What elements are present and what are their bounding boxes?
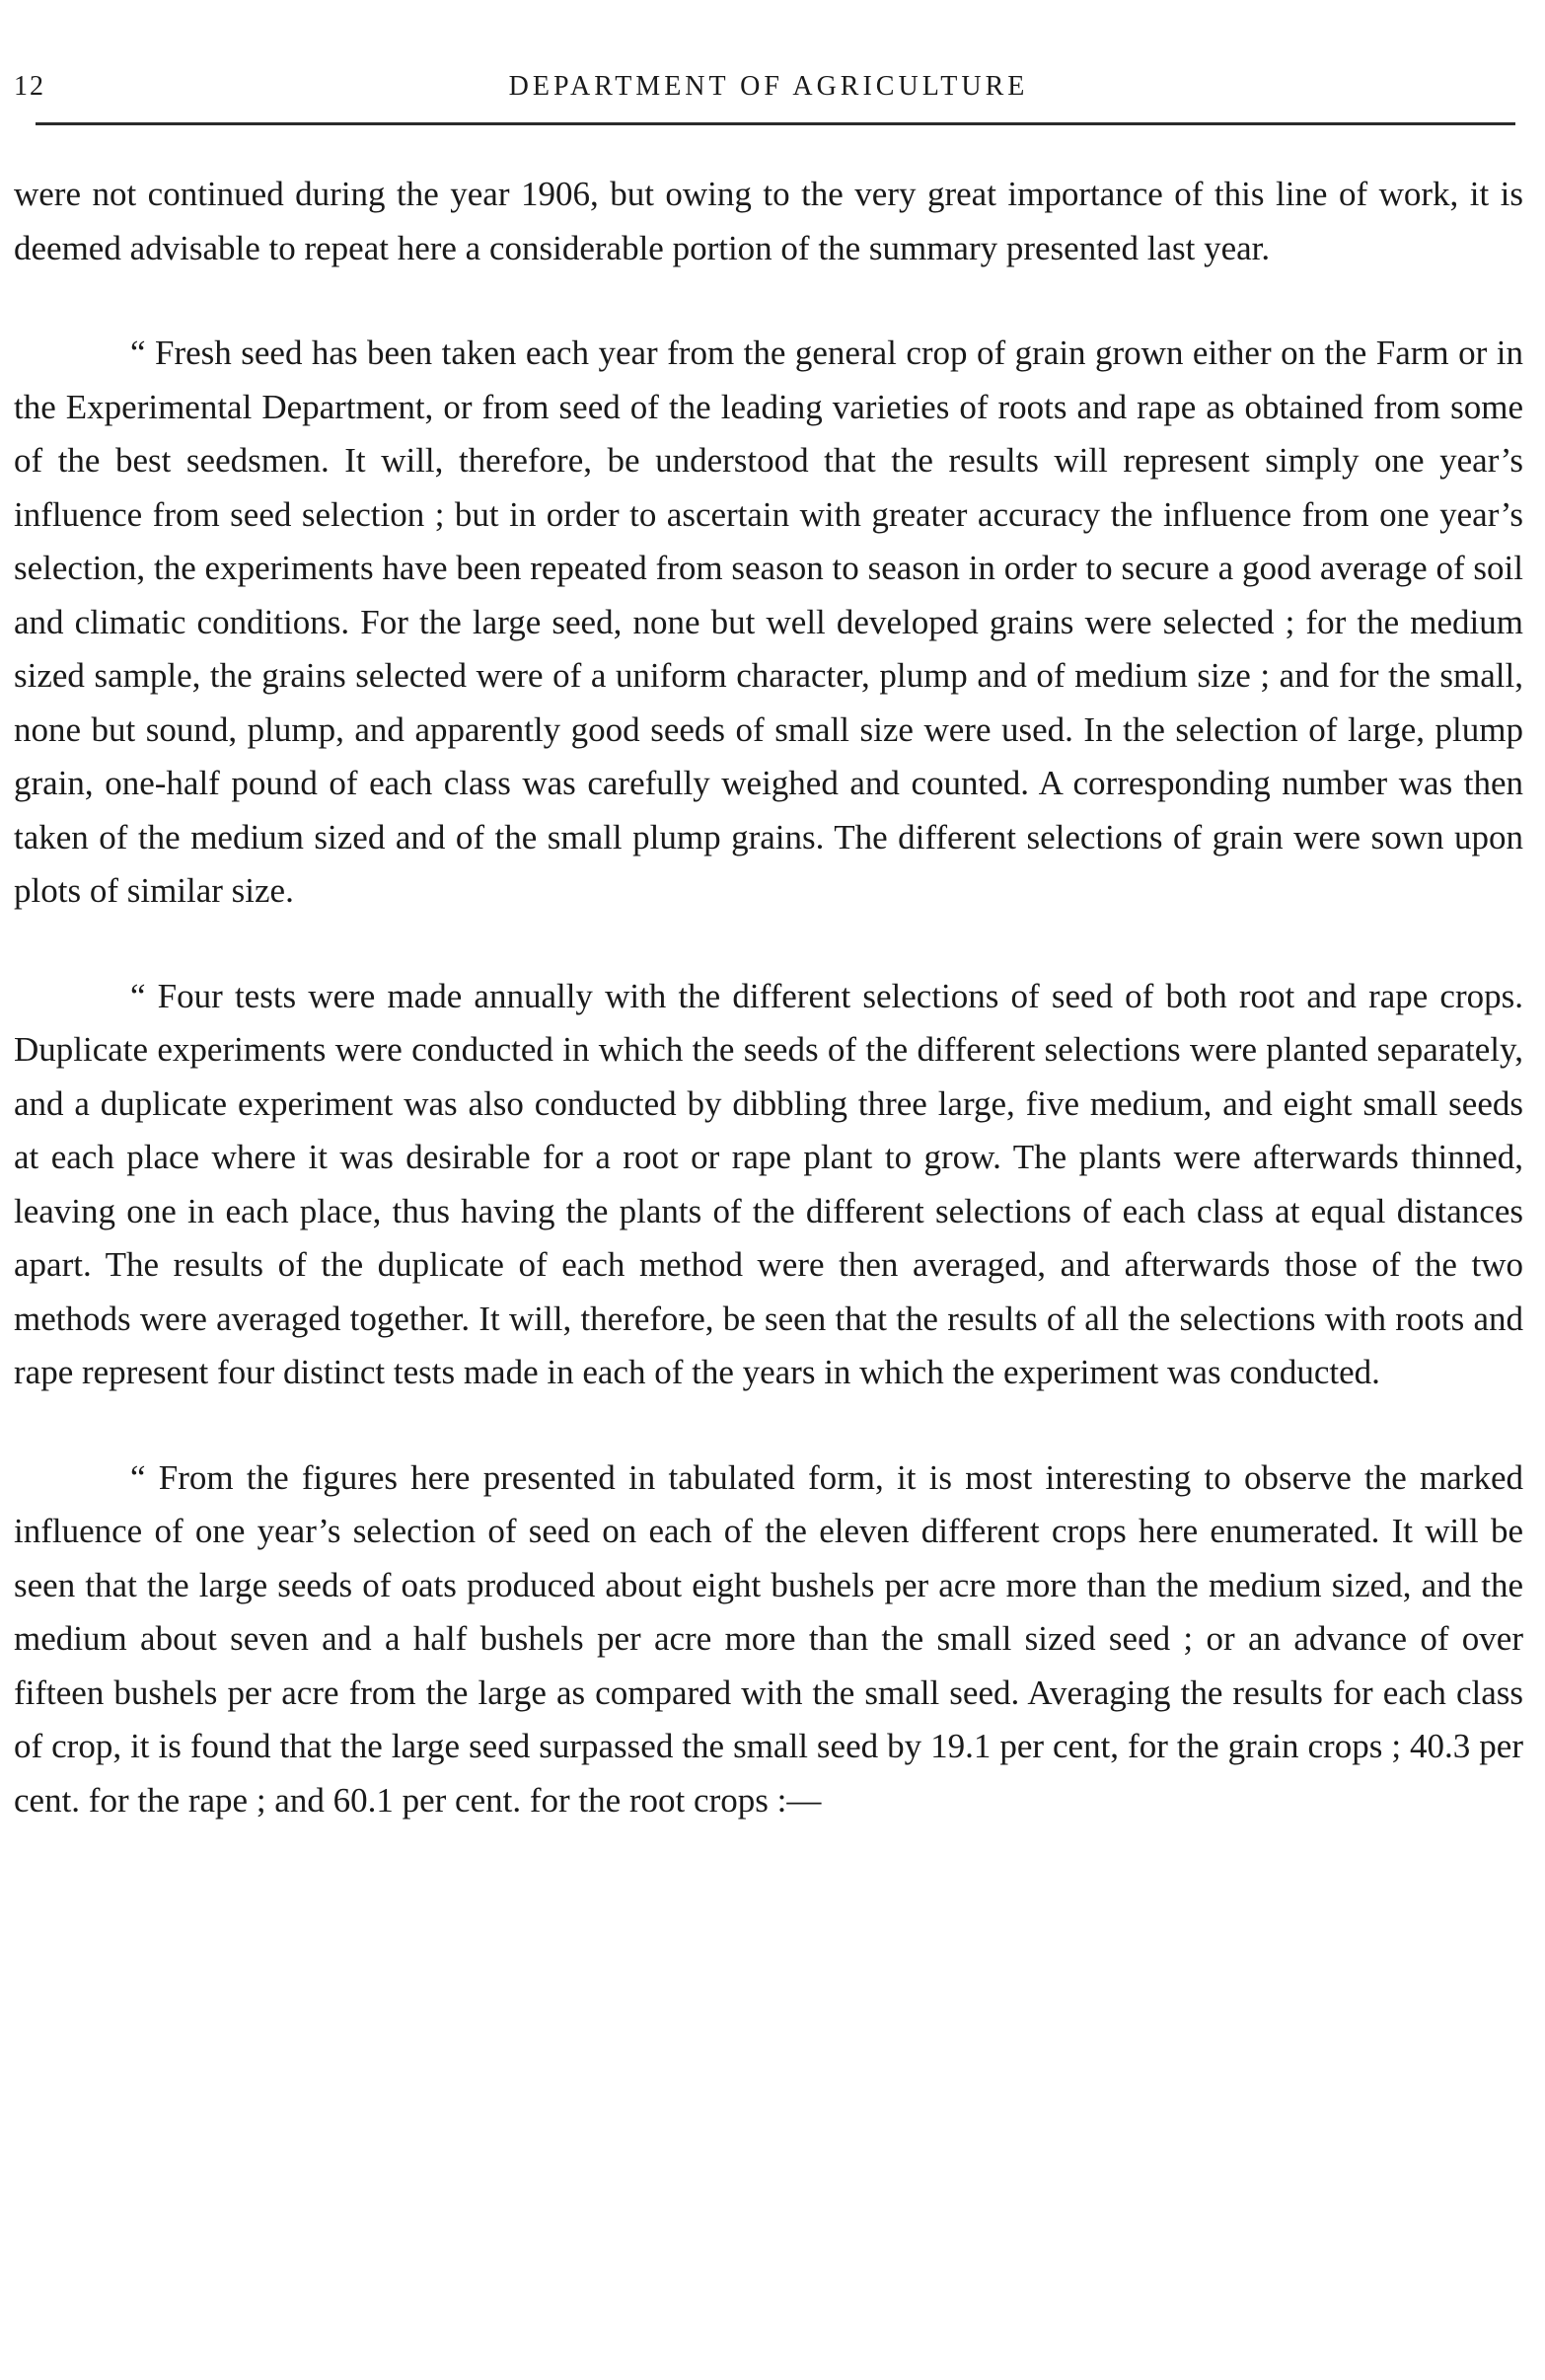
body-text <box>14 168 1523 1827</box>
running-head: DEPARTMENT OF AGRICULTURE <box>508 71 1029 102</box>
paragraph-continuation: were not continued during the year 1906, but owing to the very great importance of this line of work, it is deemed advisable to repeat here a considerable portion of the summary presented last year. <box>14 175 1523 267</box>
header-rule <box>36 122 1515 125</box>
page-number: 12 <box>14 71 45 102</box>
paragraph-seed-selection: “ Fresh seed has been taken each year from the general crop of grain grown either on the Farm or in the Experimental Department, or from seed of the leading varieties of roots and rape as obtained from some of the best seedsmen. It will, therefore, be understood that the results will represent simply one year’s influence from seed selection ; but in order to ascertain with greater accuracy the influence from one year’s selection, the experiments have been repeated from season to season in order to secure a good average of soil and climatic conditions. For the large seed, none but well developed grains were selected ; for the medium sized sample, the grains selected were of a uniform character, plump and of medium size ; and for the small, none but sound, plump, and apparently good seeds of small size were used. In the selection of large, plump grain, one-half pound of each class was carefully weighed and counted. A corresponding number was then taken of the medium sized and of the small plump grains. The different selections of grain were sown upon plots of similar size. <box>14 334 1523 910</box>
paragraph-results: “ From the figures here presented in tabulated form, it is most interesting to observe the marked influence of one year’s selection of seed on each of the eleven different crops here enumerated. It will be seen that the large seeds of oats produced about eight bushels per acre more than the medium sized, and the medium about seven and a half bushels per acre more than the small sized seed ; or an advance of over fifteen bushels per acre from the large as compared with the small seed. Averaging the results for each class of crop, it is found that the large seed surpassed the small seed by 19.1 per cent, for the grain crops ; 40.3 per cent. for the rape ; and 60.1 per cent. for the root crops :— <box>14 1457 1523 1820</box>
page-header <box>14 61 1523 120</box>
paragraph-tests: “ Four tests were made annually with the different selections of seed of both root and rape crops. Duplicate experiments were conducted in which the seeds of the different selections were planted separately, and a duplicate experiment was also conducted by dibbling three large, five medium, and eight small seeds at each place where it was desirable for a root or rape plant to grow. The plants were afterwards thinned, leaving one in each place, thus having the plants of the different selections of each class at equal distances apart. The results of the duplicate of each method were then averaged, and afterwards those of the two methods were averaged together. It will, therefore, be seen that the results of all the selections with roots and rape represent four distinct tests made in each of the years in which the experiment was conducted. <box>14 976 1523 1391</box>
